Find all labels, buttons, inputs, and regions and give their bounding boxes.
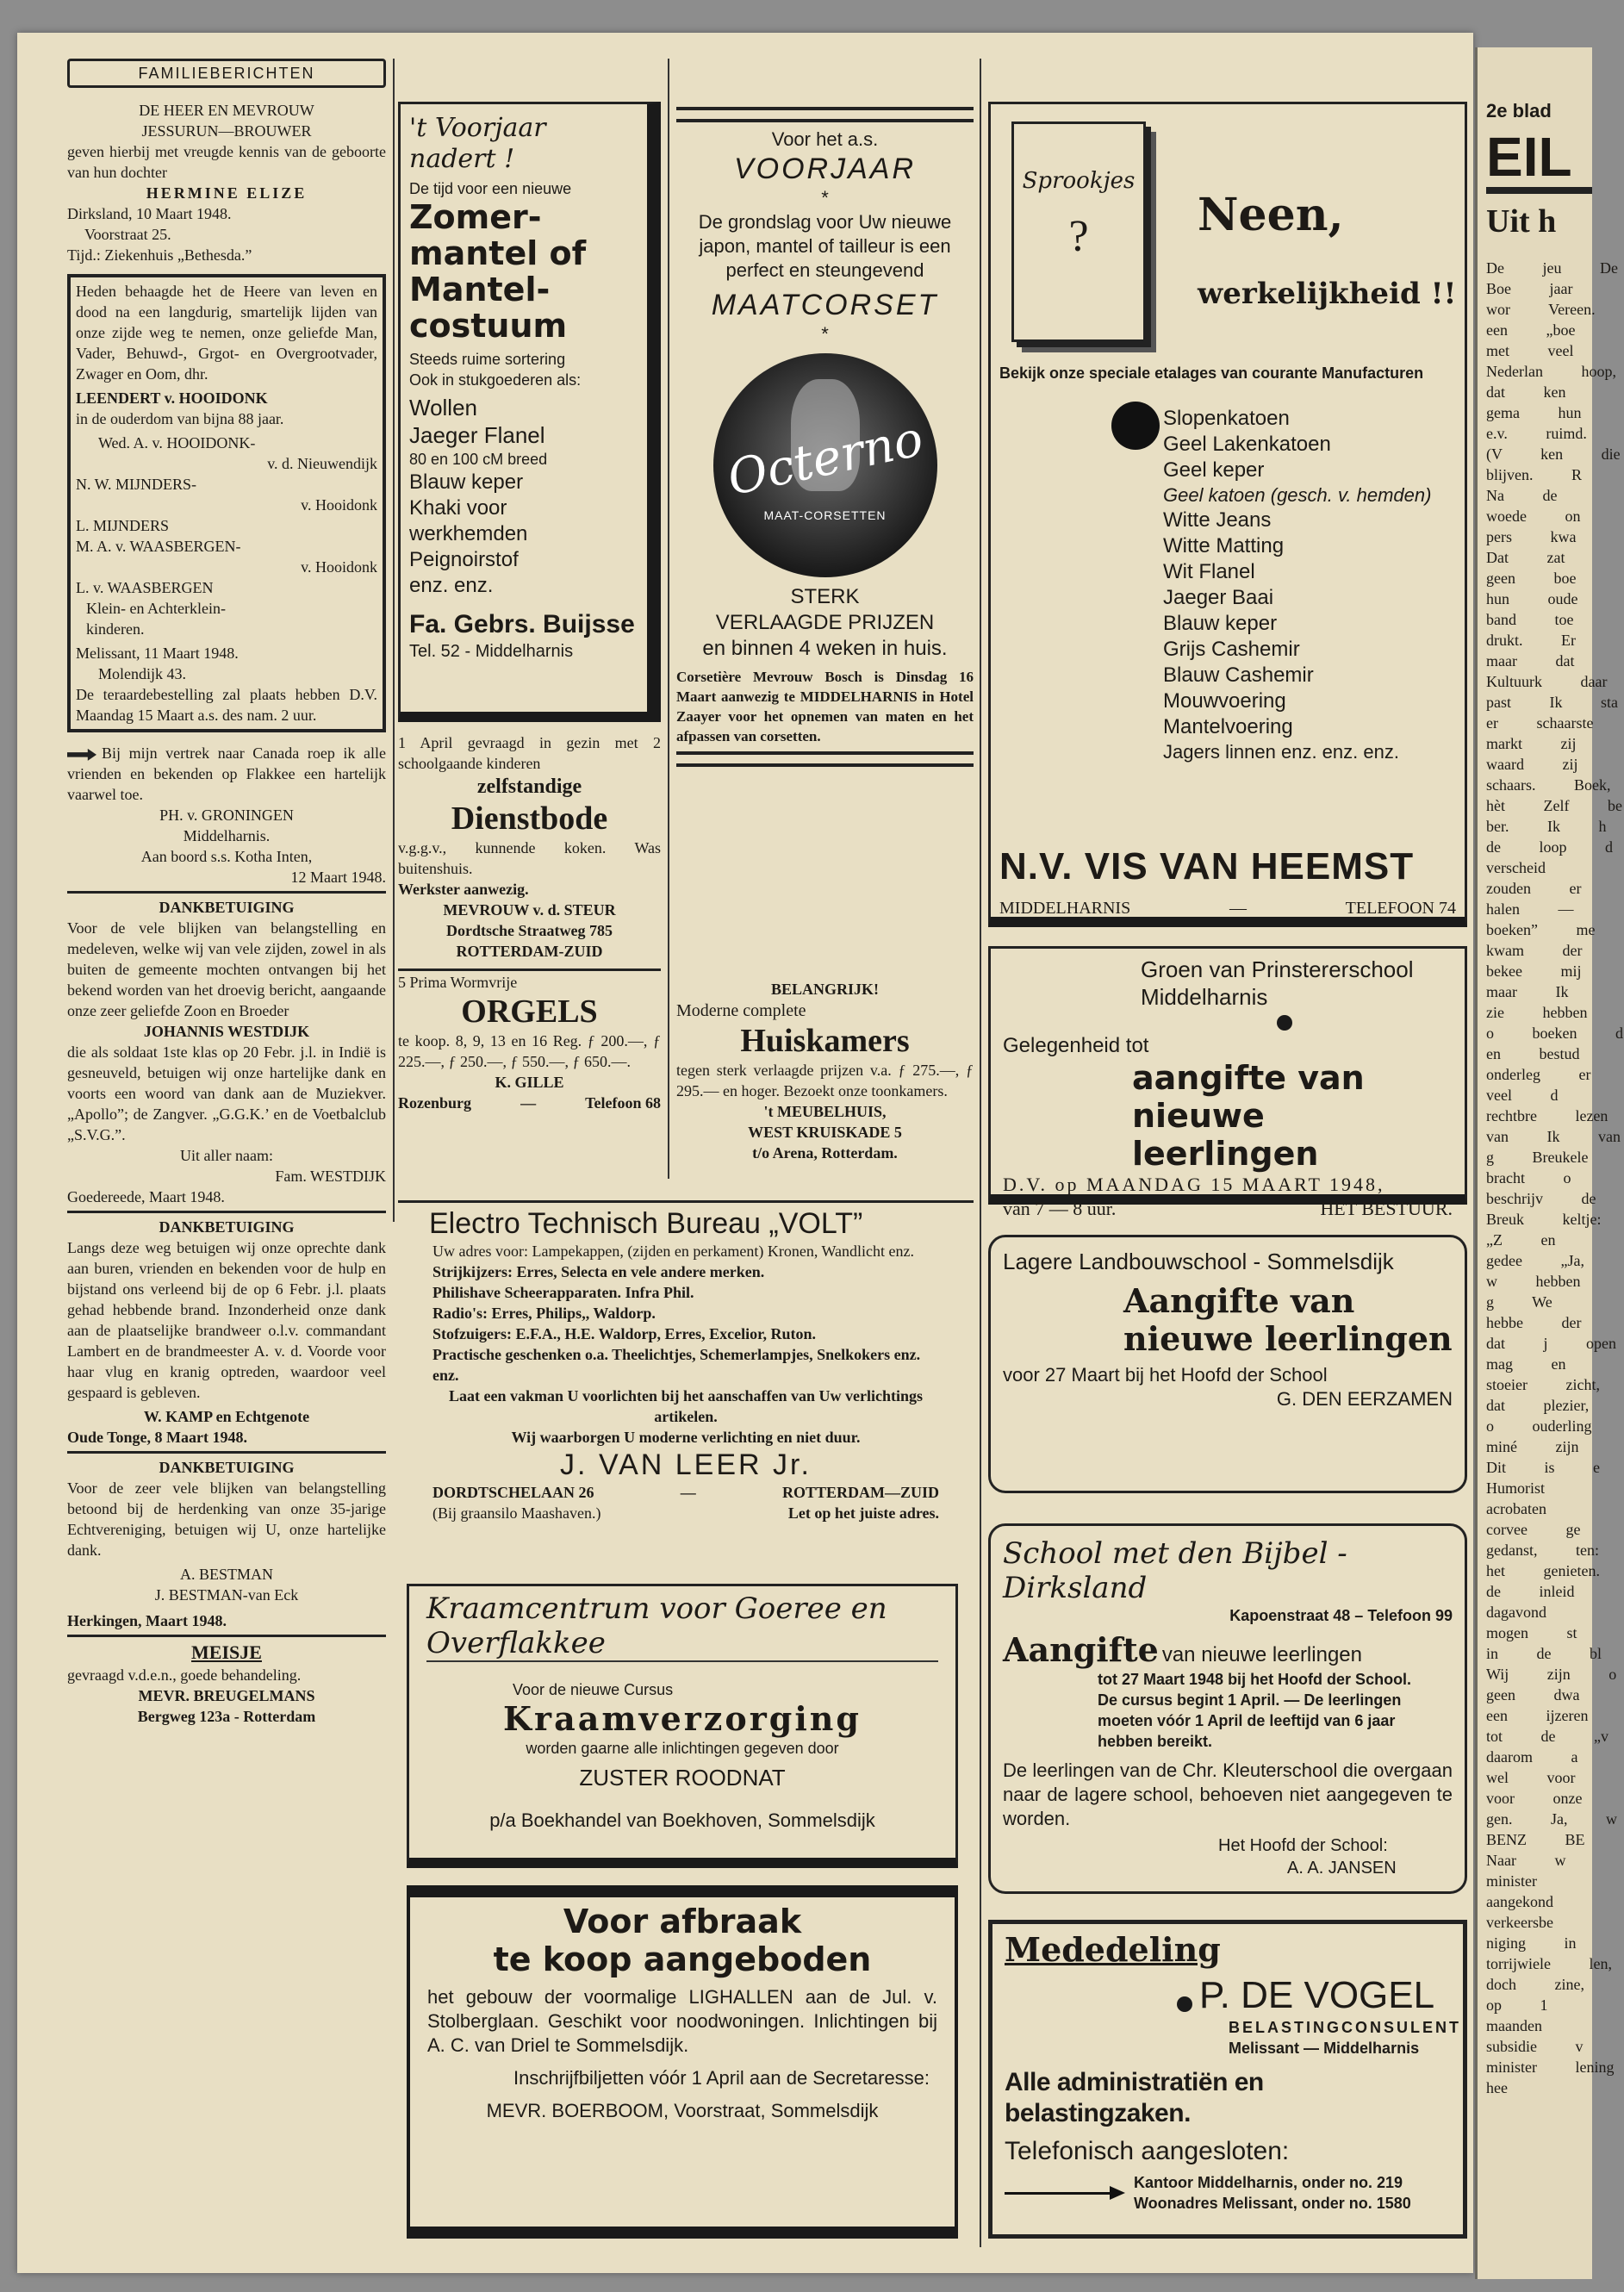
thanks-sign-1: A. BESTMAN bbox=[179, 1566, 273, 1583]
vis-line: Bekijk onze speciale etalages van courante Manufacturen bbox=[999, 364, 1424, 382]
orgels-text: te koop. 8, 9, 13 en 16 Reg. ƒ 200.—, ƒ 225.—, ƒ 250.—, ƒ 550.—, ƒ 650.—. bbox=[398, 1032, 661, 1070]
newspaper-page bbox=[17, 33, 1473, 2273]
vis-item: Geel keper bbox=[1163, 458, 1265, 482]
next-page-heading: Uit h bbox=[1486, 203, 1557, 240]
buijsse-slogan: 't Voorjaar nadert ! bbox=[409, 113, 546, 174]
vis-item: Geel Lakenkatoen bbox=[1163, 433, 1331, 456]
ad-school-met-den-bijbel bbox=[988, 1523, 1467, 1894]
birth-parents-1: DE HEER EN MEVROUW bbox=[139, 102, 314, 119]
vogel-place2: Middelharnis bbox=[1323, 2040, 1420, 2057]
thanks-sign: W. KAMP en Echtgenote bbox=[143, 1408, 310, 1425]
vis-item: Geel katoen (gesch. v. hemden) bbox=[1163, 484, 1432, 506]
death-family bbox=[76, 433, 377, 639]
death-age: in de ouderdom van bijna 88 jaar. bbox=[76, 410, 284, 427]
corset-sterk: STERK bbox=[790, 585, 860, 608]
kraam-line: Voor de nieuwe Cursus bbox=[513, 1681, 674, 1698]
groen-headline-2: nieuwe leerlingen bbox=[1132, 1097, 1319, 1173]
bijbel-headline: Aangifte bbox=[1003, 1630, 1159, 1669]
groen-time: van 7 — 8 uur. bbox=[1003, 1198, 1117, 1219]
death-text: Heden behaagde het de Heere van leven en dood na een langdurig, smartelijk lijden van onze zijde weg te nemen, onze geliefde Man, Vader, Behuwd-, Grgot- en Overgrootvader, Zwager en Oom, dhr. bbox=[76, 283, 377, 383]
volt-line: Uw adres voor: Lampekappen, (zijden en perkament) Kronen, Wandlicht enz. bbox=[432, 1243, 915, 1260]
vis-firm: N.V. VIS VAN HEEMST bbox=[999, 845, 1415, 888]
thanks-title: DANKBETUIGING bbox=[159, 899, 295, 916]
kraam-addr: p/a Boekhandel van Boekhoven, Sommelsdijk bbox=[489, 1809, 875, 1831]
orgels-name: K. GILLE bbox=[495, 1074, 564, 1091]
vis-item: Slopenkatoen bbox=[1163, 407, 1290, 430]
vogel-place1: Melissant bbox=[1229, 2040, 1300, 2057]
bullet-icon bbox=[1177, 1996, 1192, 2012]
family-line: N. W. MIJNDERS- bbox=[76, 476, 197, 493]
thanks-text: Voor de vele blijken van belangstelling en medeleven, welke wij van vele zijden, zowel in als buiten de gemeente mochten ontvangen bij het bekend worden van het droevig bericht, aangaande onze zeer geliefde Zoon en Broeder bbox=[67, 919, 386, 1019]
birth-parents-2: JESSURUN—BROUWER bbox=[141, 122, 312, 140]
buijsse-tel: Tel. 52 - Middelharnis bbox=[409, 642, 574, 661]
next-page-text: De jeu De Boe jaar wor Vereen. een „boe met veel Nederlan hoop, dat ken gema hun e.v. ruimd. (V ken die blijven. R Na de woede on pers kwa Dat zat geen boe hun oude band toe drukt. Er maar dat Kultuurk daar past Ik sta er schaarste markt zij waard zij schaars. Boek, hèt Zelf be ber. Ik h de loop d verscheid zouden er halen — boeken” me kwam der bekee mij maar Ik zie hebben o boeken d en bestud onderleg er veel d rechtbre lezen van Ik van g Breukele bracht o beschrijv de Breuk keltje: „Z en gedee „Ja, w hebben g We hebbe der dat j open mag en stoeier zicht, dat plezier, o ouderling miné zijn Dit is e Humorist acrobaten corvee ge gedanst, ten: het genieten. de inleid dagavond mogen st in de bl Wij zijn o geen dwa een ijzeren tot de „v daarom a wel voor voor onze gen. Ja, w BENZ BE Naar w minister aangekond verkeersbe niging in torrijwiele len, doch zine, op 1 maanden subsidie v minister lening hee bbox=[1486, 259, 1623, 2096]
bijbel-hoofd: Het Hoofd der School: bbox=[1218, 1836, 1388, 1855]
dankbetuiging-bestman bbox=[67, 1457, 386, 1631]
volt-line: Practische geschenken o.a. Theelichtjes, Schemerlampjes, Snelkokers enz. enz. bbox=[432, 1346, 921, 1384]
volt-addr1: DORDTSCHELAAN 26 bbox=[432, 1484, 594, 1501]
dienstbode-werkster: Werkster aanwezig. bbox=[398, 881, 529, 898]
birth-tijd: Tijd.: Ziekenhuis „Bethesda.” bbox=[67, 246, 252, 264]
vogel-sub: BELASTINGCONSULENT bbox=[1229, 2019, 1461, 2036]
volt-line: Radio's: Erres, Philips,, Waldorp. bbox=[432, 1305, 656, 1322]
dankbetuiging-kamp bbox=[67, 1217, 386, 1448]
column-rule bbox=[668, 59, 669, 1179]
ad-maatcorset bbox=[676, 102, 974, 772]
vis-werkelijkheid: werkelijkheid !! bbox=[1198, 277, 1457, 311]
orgels-intro: 5 Prima Wormvrije bbox=[398, 974, 518, 991]
family-line: kinderen. bbox=[86, 620, 145, 638]
ad-dienstbode bbox=[398, 732, 661, 962]
kraam-headline: Kraamverzorging bbox=[503, 1699, 862, 1738]
huiskamers-pre2: Moderne complete bbox=[676, 1001, 806, 1020]
volt-name: J. VAN LEER Jr. bbox=[560, 1448, 812, 1481]
column-rule bbox=[393, 59, 395, 1222]
buijsse-width: 80 en 100 cM breed bbox=[409, 451, 548, 468]
birth-street: Voorstraat 25. bbox=[84, 226, 171, 243]
bullet-icon bbox=[1277, 1015, 1292, 1031]
kraam-title: Kraamcentrum voor Goeree en Overflakkee bbox=[426, 1591, 938, 1662]
dienstbode-intro: 1 April gevraagd in gezin met 2 schoolgaande kinderen bbox=[398, 734, 661, 772]
book-icon bbox=[1011, 121, 1146, 342]
familieberichten-header: FAMILIEBERICHTEN bbox=[67, 59, 386, 88]
huiskamers-pre: BELANGRIJK! bbox=[770, 981, 879, 998]
death-announcement bbox=[67, 274, 386, 732]
thanks-text: Voor de zeer vele blijken van belangstelling betoond bij de herdenking van onze 35-jarige Echtvereniging, betuigen wij U, onze hartelijke dank. bbox=[67, 1479, 386, 1559]
huiskamers-text: tegen sterk verlaagde prijzen v.a. ƒ 275.—, ƒ 295.— en hoger. Bezoekt onze toonkamers. bbox=[676, 1062, 974, 1099]
thanks-title: DANKBETUIGING bbox=[159, 1218, 295, 1236]
huiskamers-addr2: t/o Arena, Rotterdam. bbox=[752, 1144, 898, 1162]
bijbel-line: De leerlingen van de Chr. Kleuterschool die overgaan naar de lagere school, behoeven niet aangegeven te worden. bbox=[1003, 1759, 1453, 1829]
bijbel-name: A. A. JANSEN bbox=[1287, 1859, 1397, 1878]
separator: — bbox=[680, 1484, 696, 1501]
buijsse-headline: Zomer-mantel of Mantel-costuum bbox=[409, 198, 587, 345]
vis-item: Grijs Cashemir bbox=[1163, 638, 1300, 661]
afbraak-headline-1: Voor afbraak bbox=[563, 1903, 802, 1940]
volt-line: Laat een vakman U voorlichten bij het aanschaffen van Uw verlichtings artikelen. bbox=[449, 1387, 923, 1425]
next-page-edge bbox=[1475, 47, 1623, 2279]
bijbel-headline-2: van nieuwe leerlingen bbox=[1161, 1643, 1362, 1666]
groen-school: Groen van Prinstererschool bbox=[1141, 956, 1414, 982]
ad-afbraak bbox=[407, 1885, 958, 2239]
next-page-tag: 2e blad bbox=[1486, 100, 1552, 121]
vis-item: Blauw Cashemir bbox=[1163, 663, 1314, 687]
thanks-name: JOHANNIS WESTDIJK bbox=[143, 1023, 310, 1040]
ad-buijsse bbox=[398, 102, 661, 722]
meisje-title: MEISJE bbox=[191, 1641, 262, 1663]
vis-item: Mantelvoering bbox=[1163, 715, 1293, 738]
thanks-place: Oude Tonge, 8 Maart 1948. bbox=[67, 1429, 248, 1446]
book-title: Sprookjes bbox=[1022, 168, 1136, 194]
ad-orgels bbox=[398, 972, 661, 1113]
landbouw-headline-2: nieuwe leerlingen bbox=[1123, 1319, 1453, 1358]
afbraak-headline-2: te koop aangeboden bbox=[493, 1940, 872, 1978]
farewell-text: Bij mijn vertrek naar Canada roep ik alle vrienden en bekenden op Flakkee een hartelijk vaarwel toe. bbox=[67, 744, 386, 803]
separator: — bbox=[520, 1094, 537, 1112]
vis-item: Jaeger Baai bbox=[1163, 586, 1274, 609]
ad-volt bbox=[398, 1200, 974, 1523]
family-line: v. Hooidonk bbox=[301, 558, 377, 576]
volt-note1: (Bij graansilo Maashaven.) bbox=[432, 1504, 601, 1522]
death-street: Molendijk 43. bbox=[98, 665, 186, 682]
family-line: Wed. A. v. HOOIDONK- bbox=[98, 434, 256, 452]
buijsse-item: Wollen bbox=[409, 395, 478, 420]
buijsse-item: Peignoirstof bbox=[409, 548, 519, 571]
buijsse-stukgoederen: Ook in stukgoederen als: bbox=[409, 371, 582, 389]
thanks-sign-2: Fam. WESTDIJK bbox=[275, 1168, 386, 1185]
vis-tel: TELEFOON 74 bbox=[1345, 899, 1456, 918]
huiskamers-name: 't MEUBELHUIS, bbox=[763, 1103, 887, 1120]
afbraak-text-2: Inschrijfbiljetten vóór 1 April aan de Secretaresse: bbox=[513, 2067, 930, 2089]
death-place: Melissant, 11 Maart 1948. bbox=[76, 645, 239, 662]
volt-addr2: ROTTERDAM—ZUID bbox=[781, 1484, 939, 1501]
death-name: LEENDERT v. HOOIDONK bbox=[76, 389, 268, 407]
birth-child-name: HERMINE ELIZE bbox=[146, 184, 308, 202]
groen-bestuur: HET BESTUUR. bbox=[1320, 1198, 1453, 1219]
vogel-tel: Telefonisch aangesloten: bbox=[1005, 2137, 1290, 2165]
bijbel-line: De cursus begint 1 April. — De leerlingen moeten vóór 1 April de leeftijd van 6 jaar hebben bereikt. bbox=[1098, 1691, 1402, 1750]
meisje-gevraagd bbox=[67, 1641, 386, 1727]
buijsse-intro: De tijd voor een nieuwe bbox=[409, 180, 572, 197]
question-mark: ? bbox=[1068, 212, 1089, 261]
farewell-ship: Aan boord s.s. Kotha Inten, bbox=[140, 848, 313, 865]
huiskamers-addr: WEST KRUISKADE 5 bbox=[748, 1124, 902, 1141]
thanks-text: Langs deze weg betuigen wij onze oprechte dank aan buren, vrienden en bekenden voor de hulp en bijstand ons verleend bij de op 6 Febr. j.l. plaats gehad hebbende brand. Inzonderheid onze dank aan de plaatselijke brandweer o.l.v. commandant Lambert en de brandmeester A. v. d. Voorde voor haar vlug en kranig optreden, waardoor veel gespaard is gebleven. bbox=[67, 1239, 386, 1401]
landbouw-name: G. DEN EERZAMEN bbox=[1276, 1388, 1453, 1410]
thanks-sign-1: Uit aller naam: bbox=[180, 1147, 273, 1164]
family-line: L. MIJNDERS bbox=[76, 517, 170, 534]
ad-p-de-vogel bbox=[988, 1920, 1467, 2239]
thanks-title: DANKBETUIGING bbox=[159, 1459, 295, 1476]
huiskamers-headline: Huiskamers bbox=[740, 1023, 910, 1059]
bijbel-addr: Kapoenstraat 48 – Telefoon 99 bbox=[1229, 1607, 1453, 1624]
thanks-place: Herkingen, Maart 1948. bbox=[67, 1612, 227, 1629]
corset-headline: VOORJAAR bbox=[733, 153, 917, 185]
star-icon: * bbox=[821, 323, 829, 345]
vogel-title: Mededeling bbox=[1005, 1930, 1221, 1969]
corset-pre: Voor het a.s. bbox=[771, 128, 879, 150]
corset-binnen: en binnen 4 weken in huis. bbox=[702, 637, 948, 660]
ad-groen-van-prinsterer bbox=[988, 946, 1467, 1219]
pointing-hand-icon bbox=[67, 749, 96, 761]
groen-gelegenheid: Gelegenheid tot bbox=[1003, 1034, 1149, 1057]
groen-headline-1: aangifte van bbox=[1132, 1059, 1365, 1097]
landbouw-date: voor 27 Maart bij het Hoofd der School bbox=[1003, 1364, 1328, 1386]
vogel-headline: Alle administratiën en belastingzaken. bbox=[1005, 2068, 1264, 2127]
family-line: v. d. Nieuwendijk bbox=[267, 455, 377, 472]
corset-prijzen: VERLAAGDE PRIJZEN bbox=[715, 611, 935, 634]
meisje-addr: Bergweg 123a - Rotterdam bbox=[137, 1708, 316, 1725]
volt-line: Stofzuigers: E.F.A., H.E. Waldorp, Erres, Excelior, Ruton. bbox=[432, 1325, 817, 1342]
corset-maatcorset: MAATCORSET bbox=[711, 289, 939, 321]
death-funeral: De teraardebestelling zal plaats hebben D.V. Maandag 15 Maart a.s. des nam. 2 uur. bbox=[76, 686, 377, 724]
vis-item: Witte Jeans bbox=[1163, 508, 1272, 532]
orgels-place: Rozenburg bbox=[398, 1094, 471, 1112]
family-line: L. v. WAASBERGEN bbox=[76, 579, 214, 596]
buijsse-item: enz. enz. bbox=[409, 574, 494, 597]
ad-kraamcentrum bbox=[407, 1584, 958, 1868]
volt-note2: Let op het juiste adres. bbox=[787, 1504, 939, 1522]
birth-announcement bbox=[67, 100, 386, 265]
column-rule bbox=[980, 59, 981, 2247]
vis-neen: Neen, bbox=[1198, 189, 1344, 241]
birth-text: geven hierbij met vreugde kennis van de geboorte van hun dochter bbox=[67, 143, 386, 181]
thanks-sign-2: J. BESTMAN-van Eck bbox=[154, 1586, 299, 1604]
volt-line: Wij waarborgen U moderne verlichting en niet duur. bbox=[511, 1429, 861, 1446]
family-line: v. Hooidonk bbox=[301, 496, 377, 514]
vis-item-list bbox=[1163, 406, 1456, 764]
dienstbode-headline: Dienstbode bbox=[451, 800, 608, 837]
dankbetuiging-westdijk bbox=[67, 897, 386, 1207]
vogel-woonadres: Woonadres Melissant, onder no. 1580 bbox=[1134, 2195, 1411, 2212]
volt-line: Strijkijzers: Erres, Selecta en vele andere merken. bbox=[432, 1263, 765, 1280]
buijsse-sortering: Steeds ruime sortering bbox=[409, 351, 566, 368]
volt-line: Philishave Scheerapparaten. Infra Phil. bbox=[432, 1284, 694, 1301]
dienstbode-name: MEVROUW v. d. STEUR bbox=[443, 901, 616, 919]
ad-vis-van-heemst bbox=[988, 102, 1467, 927]
groen-date: D.V. op MAANDAG 15 MAART 1948, bbox=[1003, 1174, 1385, 1195]
arrow-right-icon bbox=[1005, 2186, 1125, 2200]
vis-item: Wit Flanel bbox=[1163, 560, 1255, 583]
ad-huiskamers bbox=[676, 979, 974, 1163]
buijsse-item: Khaki voor bbox=[409, 496, 507, 520]
corset-info: Corsetière Mevrouw Bosch is Dinsdag 16 Maart aanwezig te MIDDELHARNIS in Hotel Zaayer voor het opnemen van maten en het afpassen van corsetten. bbox=[676, 669, 974, 744]
thanks-place: Goedereede, Maart 1948. bbox=[67, 1188, 225, 1205]
afbraak-name: MEVR. BOERBOOM, Voorstraat, Sommelsdijk bbox=[486, 2100, 879, 2121]
landbouw-school: Lagere Landbouwschool - Sommelsdijk bbox=[1003, 1249, 1394, 1274]
buijsse-item: Blauw keper bbox=[409, 470, 524, 494]
vogel-name: P. DE VOGEL bbox=[1199, 1974, 1435, 2016]
orgels-tel: Telefoon 68 bbox=[585, 1094, 661, 1112]
octerno-wordmark: Octerno bbox=[722, 410, 928, 508]
farewell-date: 12 Maart 1948. bbox=[290, 869, 386, 886]
birth-place: Dirksland, 10 Maart 1948. bbox=[67, 205, 232, 222]
separator: — bbox=[1304, 2040, 1320, 2057]
column-familieberichten bbox=[67, 59, 386, 1727]
star-icon: * bbox=[821, 187, 829, 209]
vis-item: Witte Matting bbox=[1163, 534, 1285, 557]
dienstbode-addr1: Dordtsche Straatweg 785 bbox=[446, 922, 613, 939]
ad-landbouwschool bbox=[988, 1235, 1467, 1493]
meisje-text: gevraagd v.d.e.n., goede behandeling. bbox=[67, 1666, 302, 1684]
buijsse-firm: Fa. Gebrs. Buijsse bbox=[409, 610, 635, 638]
separator: — bbox=[1229, 899, 1247, 918]
octerno-sub: MAAT-CORSETTEN bbox=[763, 508, 887, 522]
corset-text: De grondslag voor Uw nieuwe japon, mantel of tailleur is een perfect en steungevend bbox=[698, 211, 952, 281]
vogel-kantoor: Kantoor Middelharnis, onder no. 219 bbox=[1134, 2174, 1403, 2191]
vis-item: Jagers linnen enz. enz. enz. bbox=[1163, 741, 1399, 763]
vis-place: MIDDELHARNIS bbox=[999, 899, 1131, 918]
meisje-name: MEVR. BREUGELMANS bbox=[138, 1687, 315, 1704]
buijsse-item: Jaeger Flanel bbox=[409, 422, 545, 448]
thanks-text-2: die als soldaat 1ste klas op 20 Febr. j.l. in Indië is gesneuveld, betuigen wij onze hartelijke dank en voorts een woord van dank aan de Muziekver. „Apollo”; de Zangver. „G.G.K.’ en de Voetbalclub „S.V.G.”. bbox=[67, 1043, 386, 1143]
farewell-town: Middelharnis. bbox=[183, 827, 271, 844]
vis-item: Mouwvoering bbox=[1163, 689, 1286, 713]
farewell-notice bbox=[67, 743, 386, 888]
octerno-logo bbox=[713, 353, 937, 577]
bullet-icon bbox=[1111, 402, 1160, 450]
afbraak-text: het gebouw der voormalige LIGHALLEN aan de Jul. v. Stolberglaan. Geschikt voor noodwoningen. Inlichtingen bij A. C. van Driel te Sommelsdijk. bbox=[427, 1986, 937, 2056]
groen-town: Middelharnis bbox=[1141, 984, 1268, 1010]
volt-title: Electro Technisch Bureau „VOLT” bbox=[429, 1207, 863, 1240]
bijbel-school: School met den Bijbel - Dirksland bbox=[1003, 1536, 1347, 1605]
buijsse-item: werkhemden bbox=[409, 522, 528, 545]
dienstbode-addr2: ROTTERDAM-ZUID bbox=[456, 943, 603, 960]
family-line: M. A. v. WAASBERGEN- bbox=[76, 538, 241, 555]
orgels-headline: ORGELS bbox=[461, 993, 598, 1030]
farewell-name: PH. v. GRONINGEN bbox=[159, 807, 294, 824]
vis-item: Blauw keper bbox=[1163, 612, 1278, 635]
family-line: Klein- en Achterklein- bbox=[86, 600, 226, 617]
kraam-name: ZUSTER ROODNAT bbox=[579, 1765, 786, 1791]
dienstbode-sub: zelfstandige bbox=[476, 775, 582, 798]
bijbel-line: tot 27 Maart 1948 bij het Hoofd der School. bbox=[1098, 1671, 1412, 1688]
next-page-masthead: EIL bbox=[1486, 127, 1592, 194]
landbouw-headline-1: Aangifte van bbox=[1123, 1281, 1355, 1320]
kraam-line: worden gaarne alle inlichtingen gegeven door bbox=[526, 1740, 839, 1757]
dienstbode-text: v.g.g.v., kunnende koken. Was buitenshuis. bbox=[398, 839, 661, 877]
